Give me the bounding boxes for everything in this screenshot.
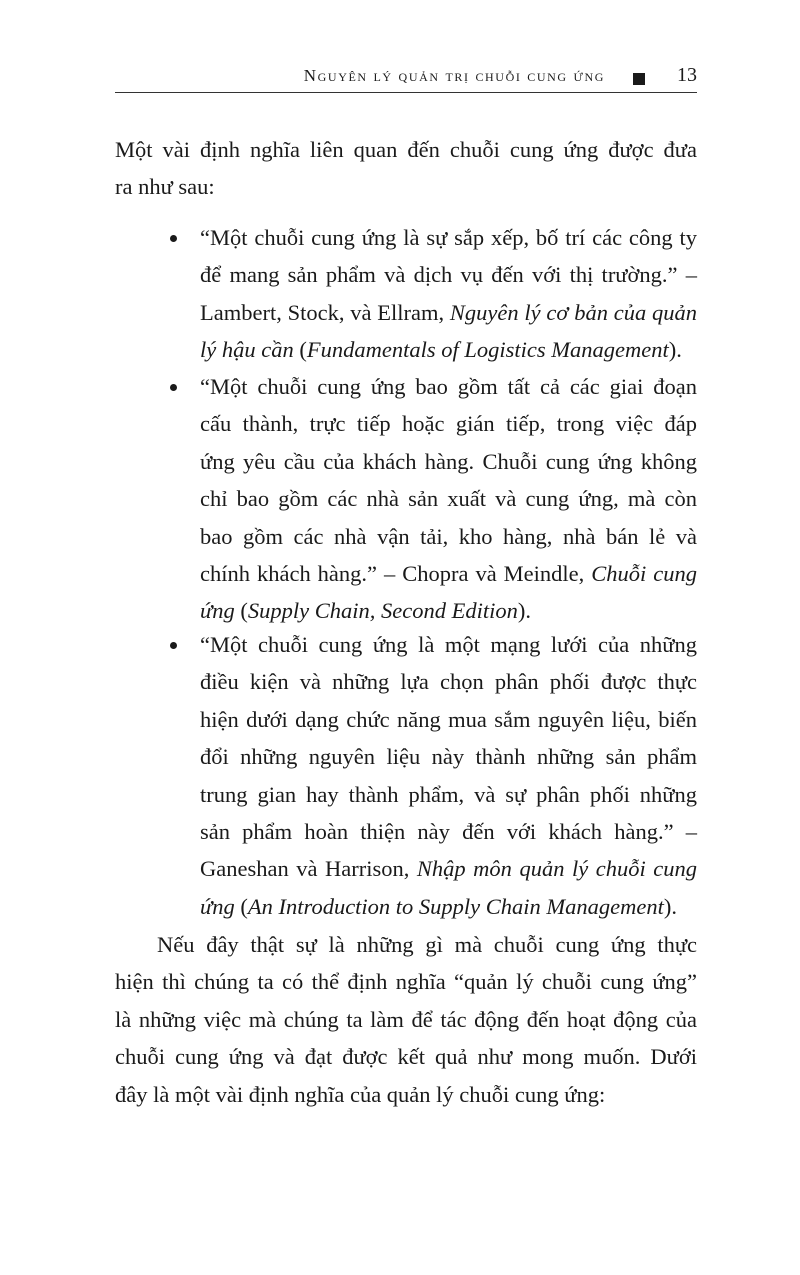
text-line	[200, 405, 697, 442]
text-span: ).	[668, 337, 682, 363]
text-span: “Một chuỗi cung ứng bao gồm tất cả các giai đoạn	[200, 374, 697, 399]
text-line	[115, 131, 697, 168]
intro-paragraph	[115, 131, 697, 206]
text-span: trung gian hay thành phẩm, và sự phân phối những	[200, 781, 697, 807]
text-line	[200, 776, 697, 813]
bullet-icon	[170, 642, 177, 649]
italic-text: ứng	[200, 893, 235, 919]
text-line	[200, 443, 697, 480]
text-span: (	[234, 893, 248, 919]
text-span: bao gồm các nhà vận tải, kho hàng, nhà bán lẻ và	[200, 523, 697, 549]
text-span: điều kiện và những lựa chọn phân phối được thực	[200, 669, 697, 695]
text-line	[200, 701, 697, 738]
text-line	[200, 626, 697, 663]
text-span: Một vài định nghĩa liên quan đến chuỗi cung ứng được đưa	[115, 137, 697, 162]
text-line	[115, 168, 697, 205]
text-span: ứng yêu cầu của khách hàng. Chuỗi cung ứng không	[200, 448, 697, 474]
italic-text: Nhập môn quản lý chuỗi cung	[416, 856, 697, 882]
italic-text: Supply Chain, Second Edition	[247, 598, 518, 624]
text-line	[115, 1001, 697, 1038]
text-line	[115, 1038, 697, 1075]
text-line	[200, 518, 697, 555]
italic-text: Nguyên lý cơ bản của quản	[449, 299, 697, 325]
text-span: ra như sau:	[115, 174, 215, 200]
text-span: ).	[663, 893, 678, 919]
italic-text: Chuỗi cung	[591, 560, 698, 586]
text-span: hiện thì chúng ta có thể định nghĩa “quản lý chuỗi cung ứng”	[115, 969, 697, 995]
text-span: là những việc mà chúng ta làm để tác động đến hoạt động của	[115, 1006, 697, 1032]
text-span: “Một chuỗi cung ứng là một mạng lưới của những	[200, 632, 697, 657]
text-line	[200, 555, 697, 592]
square-ornament-icon	[633, 73, 645, 85]
text-span: chính khách hàng.” – Chopra và Meindle,	[200, 560, 592, 586]
italic-text: lý hậu cần	[200, 337, 294, 363]
header-title: Nguyên lý quản trị chuỗi cung ứng	[303, 66, 605, 85]
bullet-icon	[170, 235, 177, 242]
text-span: để mang sản phẩm và dịch vụ đến với thị trường.” –	[200, 262, 697, 288]
text-span: Nếu đây thật sự là những gì mà chuỗi cung ứng thực	[157, 932, 697, 957]
bullet-item	[200, 368, 697, 630]
text-line	[200, 592, 697, 629]
text-line	[200, 219, 697, 256]
text-line	[200, 480, 697, 517]
text-span: (	[234, 598, 248, 624]
bullet-item	[200, 626, 697, 925]
text-span: ).	[517, 598, 531, 624]
text-span: Ganeshan và Harrison,	[200, 856, 417, 882]
text-span: hiện dưới dạng chức năng mua sắm nguyên liệu, biến	[200, 706, 697, 732]
italic-text: ứng	[200, 598, 235, 624]
text-line	[200, 738, 697, 775]
text-line	[200, 850, 697, 887]
text-span: chỉ bao gồm các nhà sản xuất và cung ứng, mà còn	[200, 486, 697, 512]
bullet-icon	[170, 384, 177, 391]
text-line	[200, 888, 697, 925]
text-line	[200, 663, 697, 700]
text-span: cấu thành, trực tiếp hoặc gián tiếp, trong việc đáp	[200, 411, 697, 437]
page-number: 13	[677, 64, 697, 86]
running-header	[115, 62, 697, 93]
italic-text: An Introduction to Supply Chain Management	[247, 893, 664, 919]
text-line	[115, 1076, 697, 1113]
text-span: sản phẩm hoàn thiện này đến với khách hàng.” –	[200, 818, 697, 844]
bullet-item	[200, 219, 697, 369]
italic-text: Fundamentals of Logistics Management	[306, 337, 669, 363]
text-line	[200, 256, 697, 293]
text-line	[115, 926, 697, 963]
text-line	[200, 331, 697, 368]
text-line	[115, 963, 697, 1000]
text-span: đổi những nguyên liệu này thành những sản phẩm	[200, 744, 697, 770]
text-span: Lambert, Stock, và Ellram,	[200, 299, 450, 325]
text-line	[200, 294, 697, 331]
text-line	[200, 813, 697, 850]
text-span: đây là một vài định nghĩa của quản lý chuỗi cung ứng:	[115, 1081, 606, 1107]
text-span: “Một chuỗi cung ứng là sự sắp xếp, bố trí các công ty	[200, 225, 697, 250]
text-line	[200, 368, 697, 405]
text-span: chuỗi cung ứng và đạt được kết quả như mong muốn. Dưới	[115, 1044, 697, 1070]
closing-paragraph	[115, 926, 697, 1113]
text-span: (	[293, 337, 307, 363]
